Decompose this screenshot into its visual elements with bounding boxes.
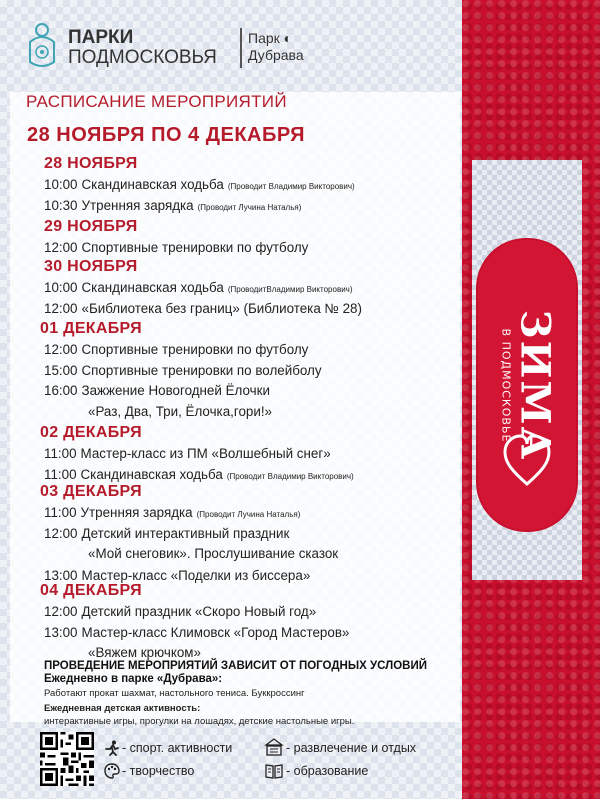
event-time: 16:00 — [44, 383, 78, 398]
event-row — [44, 342, 308, 357]
day-title: 30 НОЯБРЯ — [44, 258, 138, 275]
dubrava-logo-mark-icon: ◐ — [283, 30, 293, 46]
event-title: Детский праздник «Скоро Новый год» — [81, 604, 317, 619]
event-row — [44, 383, 270, 398]
dubrava-logo-line2: Дубрава — [248, 46, 304, 63]
weather-note: ПРОВЕДЕНИЕ МЕРОПРИЯТИЙ ЗАВИСИТ ОТ ПОГОДНЫХ УСЛОВИЙ — [44, 660, 427, 672]
event-row — [44, 198, 301, 213]
legend-sport: - спорт. активности — [122, 741, 233, 755]
winter-badge-title: ЗИМА — [511, 309, 559, 461]
kids-text: интерактивные игры, прогулки на лошадях, детские настольные игры. — [44, 716, 355, 727]
event-title: Утренняя зарядка — [81, 197, 194, 213]
legend-creative: - творчество — [122, 764, 195, 778]
event-time: 10:00 — [44, 280, 78, 295]
event-time: 10:00 — [44, 177, 78, 192]
legend-entertainment: - развлечение и отдых — [286, 741, 417, 755]
day-title: 29 НОЯБРЯ — [44, 218, 138, 235]
day-title: 04 ДЕКАБРЯ — [40, 582, 142, 599]
event-time: 12:00 — [44, 604, 78, 619]
event-row — [44, 467, 354, 482]
event-title: «Библиотека без границ» (Библиотека № 28) — [81, 300, 362, 316]
event-title-continued: «Вяжем крючком» — [88, 645, 201, 660]
event-time: 12:00 — [44, 300, 78, 316]
event-row — [44, 604, 316, 619]
event-title: Зажжение Новогодней Ёлочки — [81, 383, 270, 398]
event-row — [44, 363, 322, 378]
event-row — [44, 280, 353, 295]
event-title: Спортивные тренировки по футболу — [81, 342, 309, 357]
event-row — [44, 568, 310, 583]
qr-code-icon[interactable] — [40, 732, 94, 786]
event-time: 11:00 — [44, 466, 77, 482]
event-host: (Проводит Владимир Викторович) — [227, 182, 355, 191]
event-host: (ПроводитВладимир Викторович) — [227, 285, 353, 294]
runner-icon — [104, 740, 120, 756]
event-host: (Проводит Лучина Наталья) — [196, 510, 301, 519]
event-host: (Проводит Лучина Наталья) — [197, 202, 302, 212]
event-time: 12:00 — [44, 525, 78, 541]
event-time: 11:00 — [44, 446, 77, 461]
event-row — [44, 526, 289, 541]
event-title: Спортивные тренировки по футболу — [81, 240, 309, 255]
event-time: 12:00 — [44, 342, 78, 357]
winter-badge-subtitle: В ПОДМОСКОВЬЕ — [499, 328, 513, 442]
dubrava-logo-line1: Парк — [248, 30, 280, 46]
event-time: 15:00 — [44, 362, 78, 378]
event-title: Детский интерактивный праздник — [81, 525, 290, 541]
event-host: (Проводит Владимир Викторович) — [226, 471, 354, 481]
event-row — [44, 240, 308, 255]
event-row — [44, 625, 349, 640]
event-time: 10:30 — [44, 197, 78, 213]
event-title: Спортивные тренировки по волейболу — [81, 362, 322, 378]
event-row — [44, 446, 331, 461]
event-title-continued: «Раз, Два, Три, Ёлочка,гори!» — [88, 403, 273, 419]
parks-logo-icon — [22, 20, 62, 70]
legend-education: - образование — [286, 764, 369, 778]
event-title: Мастер-класс из ПМ «Волшебный снег» — [80, 446, 331, 461]
day-title: 02 ДЕКАБРЯ — [40, 424, 142, 441]
daily-text: Работают прокат шахмат, настольного тениса. Буккроссинг — [44, 688, 305, 699]
event-row — [44, 177, 355, 192]
event-time: 13:00 — [44, 568, 78, 583]
event-title: Скандинавская ходьба — [81, 280, 224, 295]
day-title: 28 НОЯБРЯ — [44, 155, 138, 172]
parks-logo-text — [68, 28, 217, 68]
heart-icon — [503, 432, 551, 488]
palette-icon — [104, 763, 120, 779]
event-row — [44, 301, 362, 316]
day-title: 01 ДЕКАБРЯ — [40, 320, 142, 337]
event-title: Скандинавская ходьба — [81, 177, 224, 192]
entertainment-icon — [264, 737, 284, 757]
day-title: 03 ДЕКАБРЯ — [40, 483, 142, 500]
event-title: Мастер-класс Климовск «Город Мастеров» — [81, 624, 350, 640]
event-row — [44, 505, 300, 520]
parks-logo-line2: ПОДМОСКОВЬЯ — [68, 46, 217, 68]
event-time: 12:00 — [44, 240, 78, 255]
logo-separator — [240, 28, 242, 68]
event-title: Утренняя зарядка — [80, 505, 193, 520]
daily-title: Ежедневно в парке «Дубрава»: — [44, 673, 223, 685]
book-icon — [265, 763, 283, 779]
dubrava-logo-text — [248, 30, 304, 64]
schedule-title: РАСПИСАНИЕ МЕРОПРИЯТИЙ — [26, 92, 287, 111]
parks-logo-line1: ПАРКИ — [68, 27, 134, 48]
event-time: 13:00 — [44, 624, 78, 640]
kids-title: Ежедневная детская активность: — [44, 703, 201, 714]
event-title: Скандинавская ходьба — [80, 466, 223, 482]
event-title: Мастер-класс «Поделки из биссера» — [81, 568, 311, 583]
event-title-continued: «Мой снеговик». Прослушивание сказок — [88, 546, 339, 561]
event-time: 11:00 — [44, 505, 77, 520]
schedule-range: 28 НОЯБРЯ ПО 4 ДЕКАБРЯ — [27, 124, 306, 146]
